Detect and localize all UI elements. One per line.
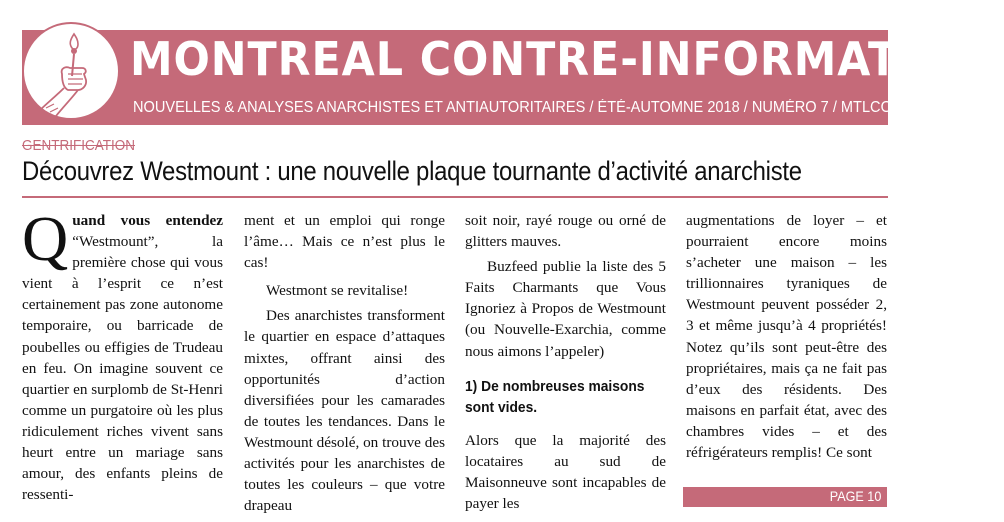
- page-number-bar: [683, 487, 887, 507]
- section-heading: 1) De nombreuses maisons sont vides.: [465, 377, 645, 416]
- paragraph: “Westmount”, la première chose qui vous vient à l’esprit ce n’est certainement pas zone autonome temporaire, ou barricade de poubelles ou effigies de Trudeau en feu. On imagine souvent ce quartier en surplomb de St-Henri comme un purgatoire où les plus ridiculement riches vivent sans heurt entre un mariage sans amour, des enfants pleins de ressenti-: [22, 233, 223, 504]
- hand-holding-match-icon: [22, 22, 120, 120]
- article-column-4: [686, 210, 887, 463]
- paragraph: soit noir, rayé rouge ou orné de glitters mauves.: [465, 212, 666, 251]
- paragraph: Buzfeed publie la liste des 5 Faits Charmants que Vous Ignoriez à Propos de Westmount (ou Nouvelle-Exarchia, comme nous aimons l’appeler): [465, 258, 666, 360]
- paragraph: Westmont se revitalise!: [266, 282, 409, 300]
- masthead-subtitle: NOUVELLES & ANALYSES ANARCHISTES ET ANTIAUTORITAIRES / ÉTÉ-AUTOMNE 2018 / NUMÉRO 7 / MTLCONTREINFO.ORG: [133, 99, 1004, 116]
- paragraph: augmentations de loyer – et pourraient encore moins s’acheter une maison – les trillionnaires tyraniques de Westmount peuvent posséder 2, 3 et même jusqu’à 4 propriétés! Notez qu’ils sont peut-être des propriétaires, mais ça ne fait pas d’eux des résidents. Des maisons en parfait état, avec des chambres vides – et des réfrigérateurs remplis! Ce sont: [686, 212, 887, 462]
- article-kicker: GENTRIFICATION: [22, 137, 136, 154]
- masthead-banner: [22, 30, 1004, 125]
- article-column-3: [465, 210, 666, 514]
- paragraph: Des anarchistes transforment le quartier en espace d’attaques mixtes, offrant ainsi des opportunités d’action diversifiées pour les camarades de toutes les tendances. Dans le Westmount désolé, on trouve des activités pour les anarchistes de toutes les couleurs – que votre drapeau: [244, 307, 445, 515]
- lead-in: uand vous entendez: [72, 212, 223, 229]
- paragraph: Alors que la majorité des locataires au sud de Maisonneuve sont incapables de payer les: [465, 431, 666, 512]
- paragraph: ment et un emploi qui ronge l’âme… Mais ce n’est plus le cas!: [244, 212, 445, 272]
- article-column-2: [244, 210, 445, 516]
- page-number: PAGE 10: [829, 488, 881, 504]
- dropcap: Q: [22, 203, 69, 274]
- article-headline: Découvrez Westmount : une nouvelle plaque tournante d’activité anarchiste: [22, 156, 802, 186]
- masthead-title: MONTREAL CONTRE-INFORMATION: [130, 32, 990, 86]
- headline-rule: [22, 196, 888, 198]
- article-column-1: [22, 203, 223, 505]
